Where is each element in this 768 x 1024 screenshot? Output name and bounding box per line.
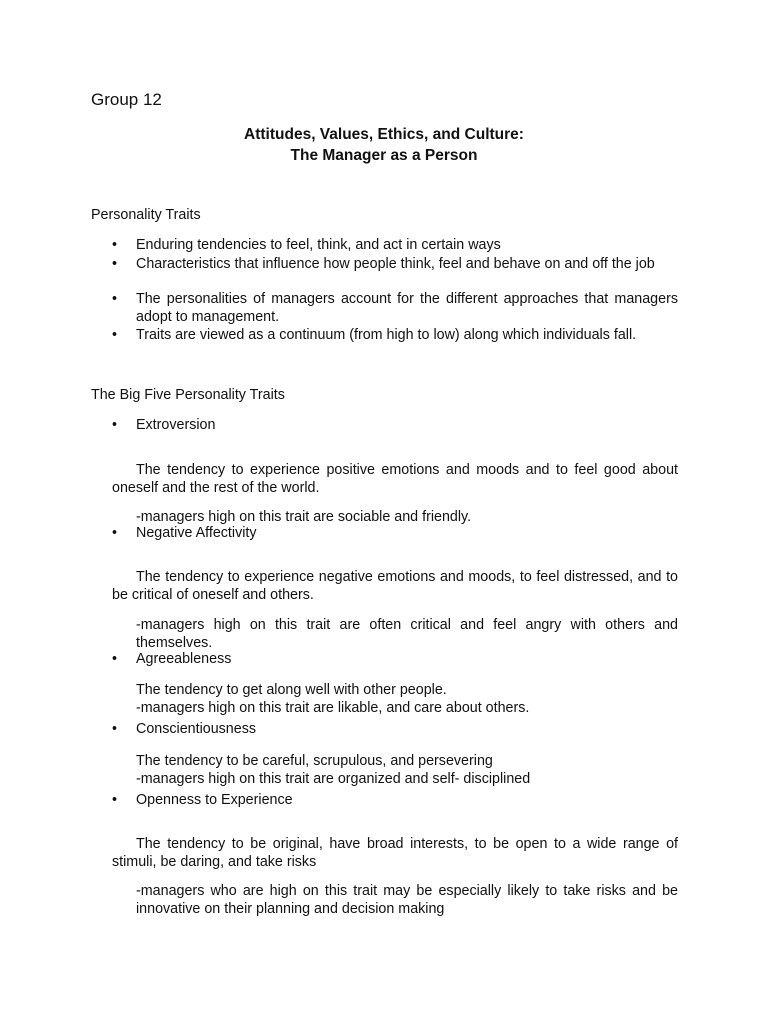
trait-manager-note: -managers high on this trait are often critical and feel angry with others and themselves.: [136, 617, 678, 651]
trait-manager-note: -managers who are high on this trait may be especially likely to take risks and be innovative on their planning and decision making: [136, 883, 678, 917]
bullet-text: Characteristics that influence how people think, feel and behave on and off the job: [136, 256, 655, 272]
title-line-1: Attitudes, Values, Ethics, and Culture:: [244, 126, 524, 143]
trait-name: Conscientiousness: [136, 721, 257, 737]
bullet-text: The personalities of managers account for the different approaches that managers adopt to management.: [136, 291, 678, 325]
bullet-icon: •: [112, 651, 118, 667]
bullet-icon: •: [112, 721, 118, 737]
bullet-icon: •: [112, 792, 118, 808]
trait-name: Negative Affectivity: [136, 525, 257, 541]
bullet-icon: •: [112, 237, 118, 253]
trait-definition: The tendency to experience positive emotions and moods and to feel good about oneself and the rest of the world.: [112, 462, 678, 496]
personality-traits-heading: Personality Traits: [91, 207, 201, 223]
trait-manager-note: -managers high on this trait are likable, and care about others.: [136, 700, 530, 717]
document-title: [0, 124, 768, 166]
bullet-text: Traits are viewed as a continuum (from high to low) along which individuals fall.: [136, 327, 637, 343]
trait-definition: The tendency to experience negative emotions and moods, to feel distressed, and to be critical of oneself and others.: [112, 569, 678, 603]
trait-name: Openness to Experience: [136, 792, 293, 808]
trait-definition: The tendency to get along well with other people.: [136, 682, 447, 699]
bullet-icon: •: [112, 327, 118, 343]
bullet-icon: •: [112, 417, 118, 433]
bullet-icon: •: [112, 291, 118, 307]
group-label: Group 12: [91, 90, 162, 109]
trait-name: Extroversion: [136, 417, 216, 433]
trait-manager-note: -managers high on this trait are organized and self- disciplined: [136, 771, 531, 788]
bullet-icon: •: [112, 256, 118, 272]
trait-manager-note: -managers high on this trait are sociable and friendly.: [136, 509, 472, 526]
bullet-text: Enduring tendencies to feel, think, and act in certain ways: [136, 237, 501, 253]
trait-name: Agreeableness: [136, 651, 232, 667]
title-line-2: The Manager as a Person: [290, 147, 478, 164]
big-five-heading: The Big Five Personality Traits: [91, 387, 285, 403]
trait-definition: The tendency to be original, have broad interests, to be open to a wide range of stimuli, be daring, and take risks: [112, 836, 678, 870]
bullet-icon: •: [112, 525, 118, 541]
trait-definition: The tendency to be careful, scrupulous, and persevering: [136, 753, 493, 770]
